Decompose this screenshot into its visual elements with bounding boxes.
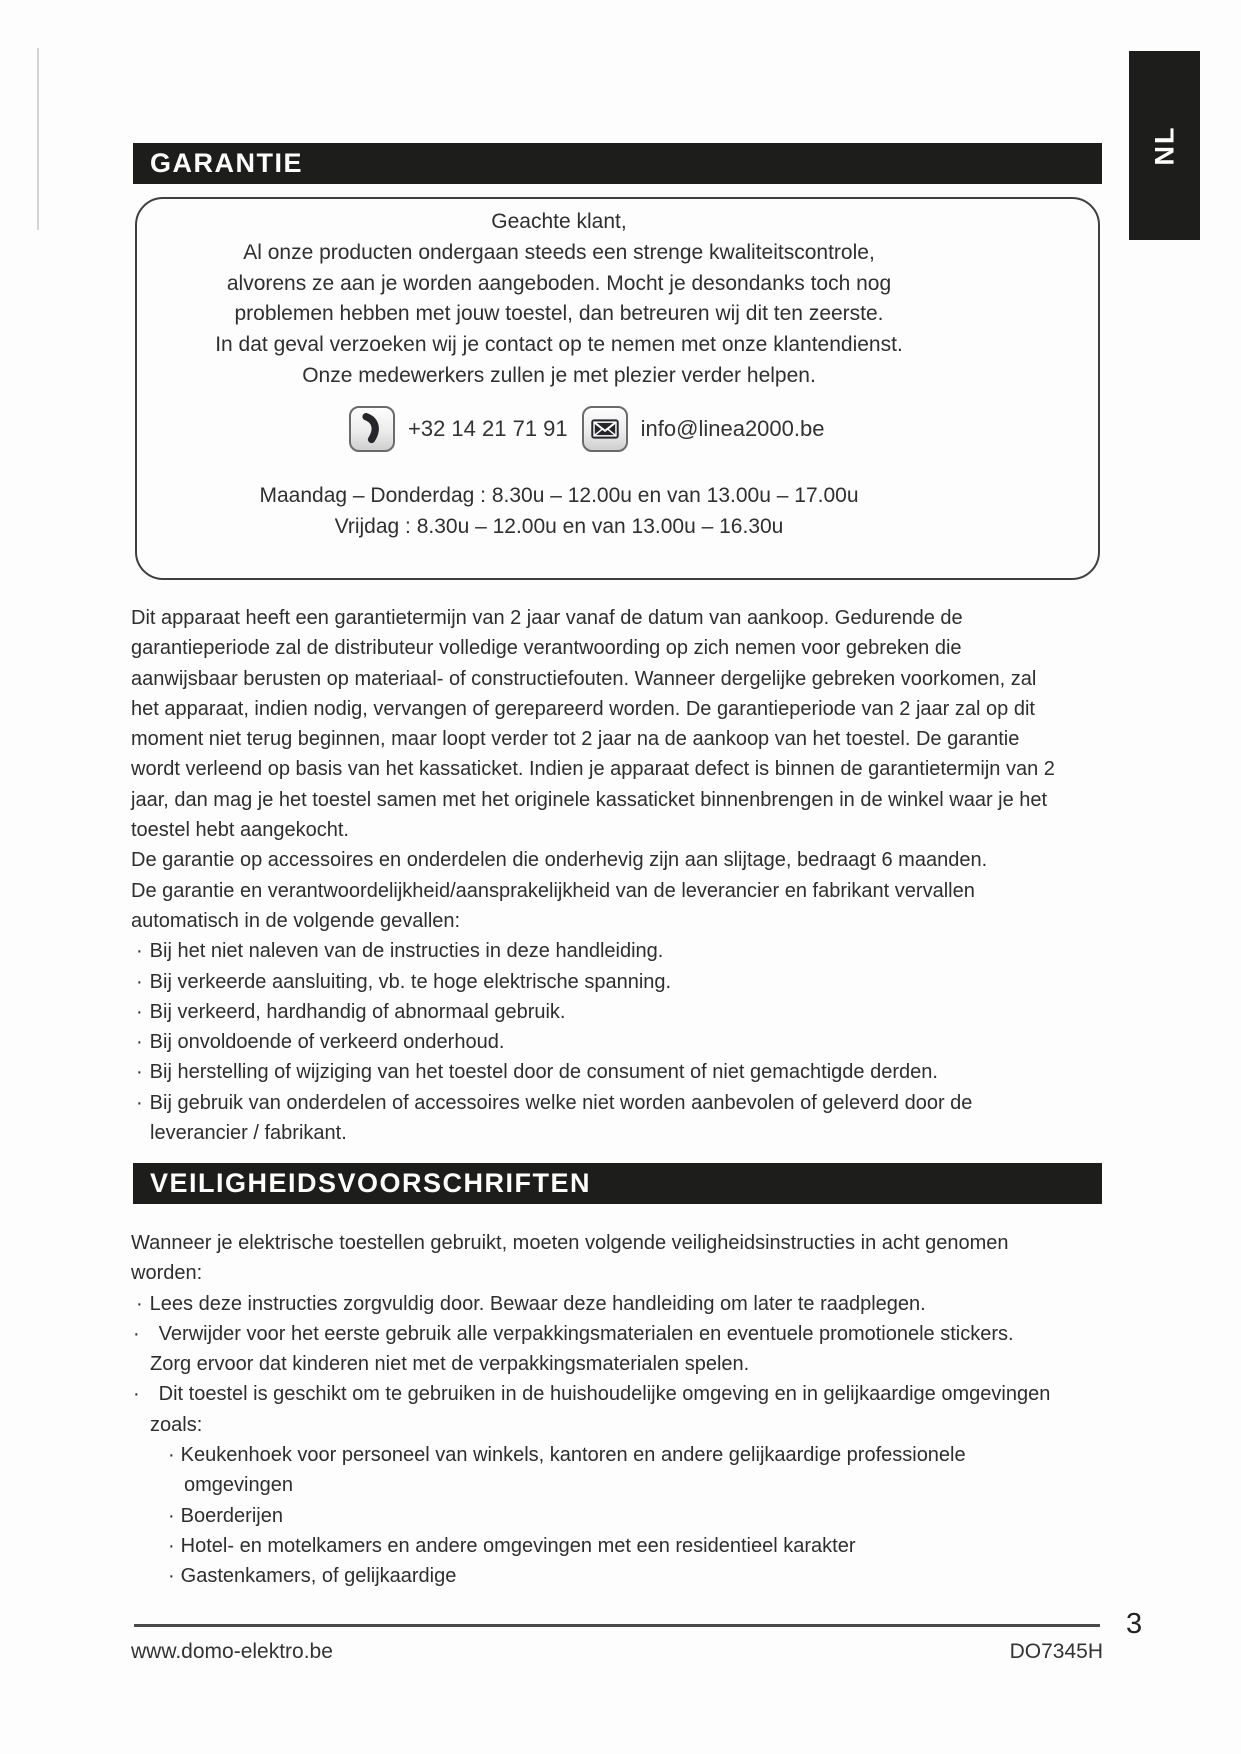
bullet-dot: · (168, 1534, 175, 1557)
sub-bullet-text: Boerderijen (180, 1504, 283, 1527)
bullet-dot: · (136, 1061, 143, 1084)
contact-line: In dat geval verzoeken wij je contact op te nemen met onze klantendienst. (215, 333, 903, 357)
bullet-item (131, 1289, 1121, 1319)
sub-bullet-item (131, 1561, 1121, 1591)
contact-line: alvorens ze aan je worden aangeboden. Mocht je desondanks toch nog (226, 271, 892, 295)
bullet-item (131, 997, 1121, 1027)
body-line: moment niet terug beginnen, maar loopt verder tot 2 jaar na de aankoop van het toestel. De garantie (131, 728, 1020, 751)
greeting-line: Geachte klant, (491, 210, 627, 233)
phone-number: +32 14 21 71 91 (408, 415, 568, 441)
email-icon (582, 406, 628, 452)
warranty-body (131, 603, 1121, 1148)
body-line: het apparaat, indien nodig, vervangen of gerepareerd worden. De garantieperiode van 2 jaar zal op dit (131, 697, 1035, 720)
warranty-section-title: GARANTIE (150, 148, 303, 178)
bullet-text: Bij gebruik van onderdelen of accessoires welke niet worden aanbevolen of geleverd door de (149, 1091, 973, 1114)
contact-line: Al onze producten ondergaan steeds een strenge kwaliteitscontrole, (243, 240, 875, 264)
sub-bullet-text: Gastenkamers, of gelijkaardige (180, 1565, 457, 1588)
bullet-text: Bij herstelling of wijziging van het toestel door de consument of niet gemachtigde derden. (149, 1061, 938, 1084)
bullet-text: Bij het niet naleven van de instructies in deze handleiding. (149, 940, 664, 963)
bullet-dot: · (168, 1444, 175, 1467)
bullet-item (131, 967, 1121, 997)
contact-row (134, 406, 984, 452)
bullet-text: Bij onvoldoende of verkeerd onderhoud. (149, 1031, 505, 1054)
body-line: jaar, dan mag je het toestel samen met het originele kassaticket binnenbrengen in de winkel waar je het (131, 788, 1048, 811)
sub-bullet-text: Hotel- en motelkamers en andere omgevingen met een residentieel karakter (180, 1534, 856, 1557)
contact-line: Onze medewerkers zullen je met plezier verder helpen. (302, 363, 816, 387)
contact-box-content (134, 207, 984, 542)
email-address: info@linea2000.be (640, 415, 825, 441)
bullet-dot: · (136, 940, 143, 963)
body-line: worden: (131, 1262, 203, 1285)
body-line: toestel hebt aangekocht. (131, 819, 349, 842)
phone-icon (349, 406, 395, 452)
scan-artifact-line (37, 48, 39, 230)
bullet-dot: · (136, 1031, 143, 1054)
bullet-continuation: zoals: (150, 1413, 203, 1436)
bullet-item (131, 1379, 1121, 1409)
bullet-item (131, 1088, 1121, 1118)
sub-bullet-item (131, 1440, 1121, 1470)
bullet-text: Verwijder voor het eerste gebruik alle verpakkingsmaterialen en eventuele promotionele stickers. (158, 1322, 1014, 1345)
website: www.domo-elektro.be (131, 1640, 333, 1663)
footer (131, 1640, 1103, 1664)
bullet-dot: · (168, 1565, 175, 1588)
sub-bullet-continuation: omgevingen (184, 1474, 293, 1497)
bullet-dot: · (168, 1504, 175, 1527)
warranty-section-header (133, 143, 1102, 184)
bullet-continuation: Zorg ervoor dat kinderen niet met de verpakkingsmaterialen spelen. (150, 1353, 750, 1376)
bullet-text: Bij verkeerd, hardhandig of abnormaal gebruik. (149, 1000, 566, 1023)
footer-divider (134, 1624, 1100, 1627)
body-line: garantieperiode zal de distributeur volledige verantwoording op zich nemen voor gebreken die (131, 637, 962, 660)
bullet-item (131, 1027, 1121, 1057)
language-tab-label: NL (1149, 125, 1179, 166)
bullet-item (131, 1319, 1121, 1349)
safety-section-header (133, 1163, 1102, 1204)
bullet-dot: · (133, 1322, 140, 1345)
contact-line: problemen hebben met jouw toestel, dan betreuren wij dit ten zeerste. (234, 302, 884, 326)
bullet-dot: · (136, 1292, 143, 1315)
opening-hours-weekdays: Maandag – Donderdag : 8.30u – 12.00u en van 13.00u – 17.00u (259, 483, 859, 507)
body-line: wordt verleend op basis van het kassaticket. Indien je apparaat defect is binnen de garantietermijn van 2 (131, 758, 1055, 781)
sub-bullet-item (131, 1531, 1121, 1561)
bullet-dot: · (136, 970, 143, 993)
safety-section-title: VEILIGHEIDSVOORSCHRIFTEN (150, 1168, 592, 1198)
bullet-dot: · (136, 1091, 143, 1114)
body-line: automatisch in de volgende gevallen: (131, 909, 461, 932)
bullet-text: Dit toestel is geschikt om te gebruiken in de huishoudelijke omgeving en in gelijkaardige omgevingen (158, 1383, 1051, 1406)
page-number: 3 (1126, 1608, 1143, 1640)
sub-bullet-item (131, 1501, 1121, 1531)
opening-hours-friday: Vrijdag : 8.30u – 12.00u en van 13.00u – 16.30u (334, 514, 784, 538)
bullet-item (131, 1057, 1121, 1087)
bullet-item (131, 936, 1121, 966)
body-line: De garantie en verantwoordelijkheid/aansprakelijkheid van de leverancier en fabrikant vervallen (131, 879, 975, 902)
body-line: De garantie op accessoires en onderdelen die onderhevig zijn aan slijtage, bedraagt 6 maanden. (131, 849, 988, 872)
body-line: aanwijsbaar berusten op materiaal- of constructiefouten. Wanneer dergelijke gebreken voorkomen, zal (131, 667, 1037, 690)
body-line: Dit apparaat heeft een garantietermijn van 2 jaar vanaf de datum van aankoop. Gedurende de (131, 607, 963, 629)
bullet-text: Bij verkeerde aansluiting, vb. te hoge elektrische spanning. (149, 970, 672, 993)
language-tab (1129, 51, 1200, 240)
bullet-continuation: leverancier / fabrikant. (150, 1122, 347, 1145)
model-number: DO7345H (1009, 1640, 1103, 1663)
safety-body (131, 1228, 1121, 1592)
bullet-dot: · (136, 1000, 143, 1023)
bullet-dot: · (133, 1383, 140, 1406)
sub-bullet-text: Keukenhoek voor personeel van winkels, kantoren en andere gelijkaardige professionele (180, 1444, 966, 1467)
body-line: Wanneer je elektrische toestellen gebruikt, moeten volgende veiligheidsinstructies in acht genomen (131, 1232, 1009, 1254)
bullet-text: Lees deze instructies zorgvuldig door. Bewaar deze handleiding om later te raadplegen. (149, 1292, 926, 1315)
